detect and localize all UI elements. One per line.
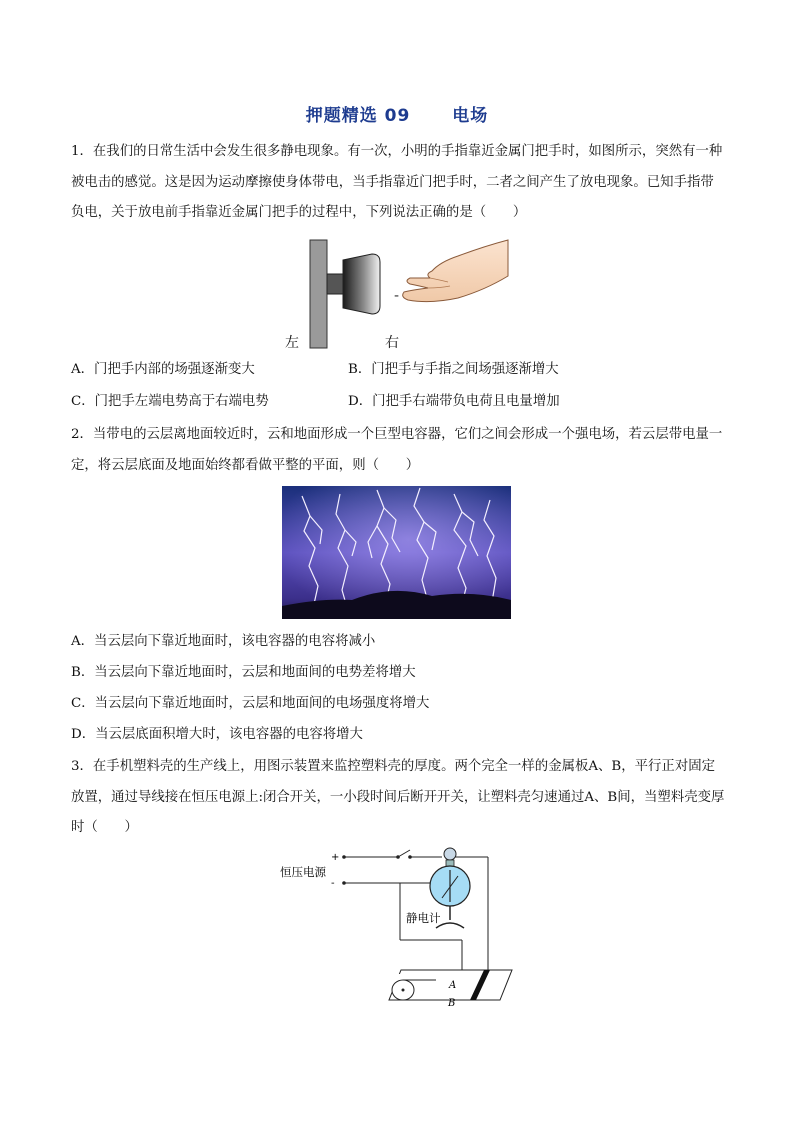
electrometer-circuit-figure: [276, 840, 520, 1010]
plus-sign: +: [331, 852, 340, 863]
power-source-label: 恒压电源: [280, 865, 326, 879]
question-2-stem: 2．当带电的云层离地面较近时，云和地面形成一个巨型电容器，它们之间会形成一个强电场，若云层带电量一定，将云层底面及地面始终都看做平整的平面，则（ ）: [71, 427, 723, 473]
question-3-stem: 3．在手机塑料壳的生产线上，用图示装置来监控塑料壳的厚度。两个完全一样的金属板A、B，平行正对固定放置，通过导线接在恒压电源上:闭合开关，一小段时间后断开开关，让塑料壳匀速通过A、B间，当塑料壳变厚时（ ）: [71, 759, 725, 835]
q1-option-a[interactable]: A．门把手内部的场强逐渐变大: [71, 362, 255, 377]
electrometer-knob: [444, 848, 456, 860]
q2-option-b[interactable]: B．当云层向下靠近地面时，云层和地面间的电势差将增大: [71, 665, 416, 680]
q2-option-d[interactable]: D．当云层底面积增大时，该电容器的电容将增大: [71, 727, 363, 742]
q2-option-a[interactable]: A．当云层向下靠近地面时，该电容器的电容将减小: [71, 634, 376, 649]
q1-option-d[interactable]: D．门把手右端带负电荷且电量增加: [348, 394, 560, 409]
q1-option-c[interactable]: C．门把手左端电势高于右端电势: [71, 394, 269, 409]
door-panel: [310, 240, 327, 348]
plate-b-label: B: [448, 998, 456, 1009]
minus-sign: -: [331, 878, 335, 889]
hand-icon: [403, 240, 508, 302]
title-number: 押题精选 09: [305, 106, 411, 126]
lightning-photo: [282, 486, 511, 619]
question-1-stem: 1．在我们的日常生活中会发生很多静电现象。有一次，小明的手指靠近金属门把手时，如图所示，突然有一种被电击的感觉。这是因为运动摩擦使身体带电，当手指靠近门把手时，二者之间产生了放电现象。已知手指带负电，关于放电前手指靠近金属门把手的过程中，下列说法正确的是（ ）: [71, 144, 723, 220]
charge-mark: -: [394, 288, 400, 304]
page-title: [0, 101, 794, 126]
label-right: 右: [385, 335, 399, 351]
q2-option-c[interactable]: C．当云层向下靠近地面时，云层和地面间的电场强度将增大: [71, 696, 430, 711]
q1-option-b[interactable]: B．门把手与手指之间场强逐渐增大: [348, 362, 559, 377]
handle-stem: [327, 274, 343, 294]
door-handle-figure: [280, 238, 520, 353]
label-left: 左: [285, 335, 299, 351]
handle-knob: [343, 254, 380, 314]
title-topic: 电场: [452, 106, 489, 126]
electrometer-label: 静电计: [406, 911, 441, 925]
plate-a-label: A: [449, 980, 457, 991]
